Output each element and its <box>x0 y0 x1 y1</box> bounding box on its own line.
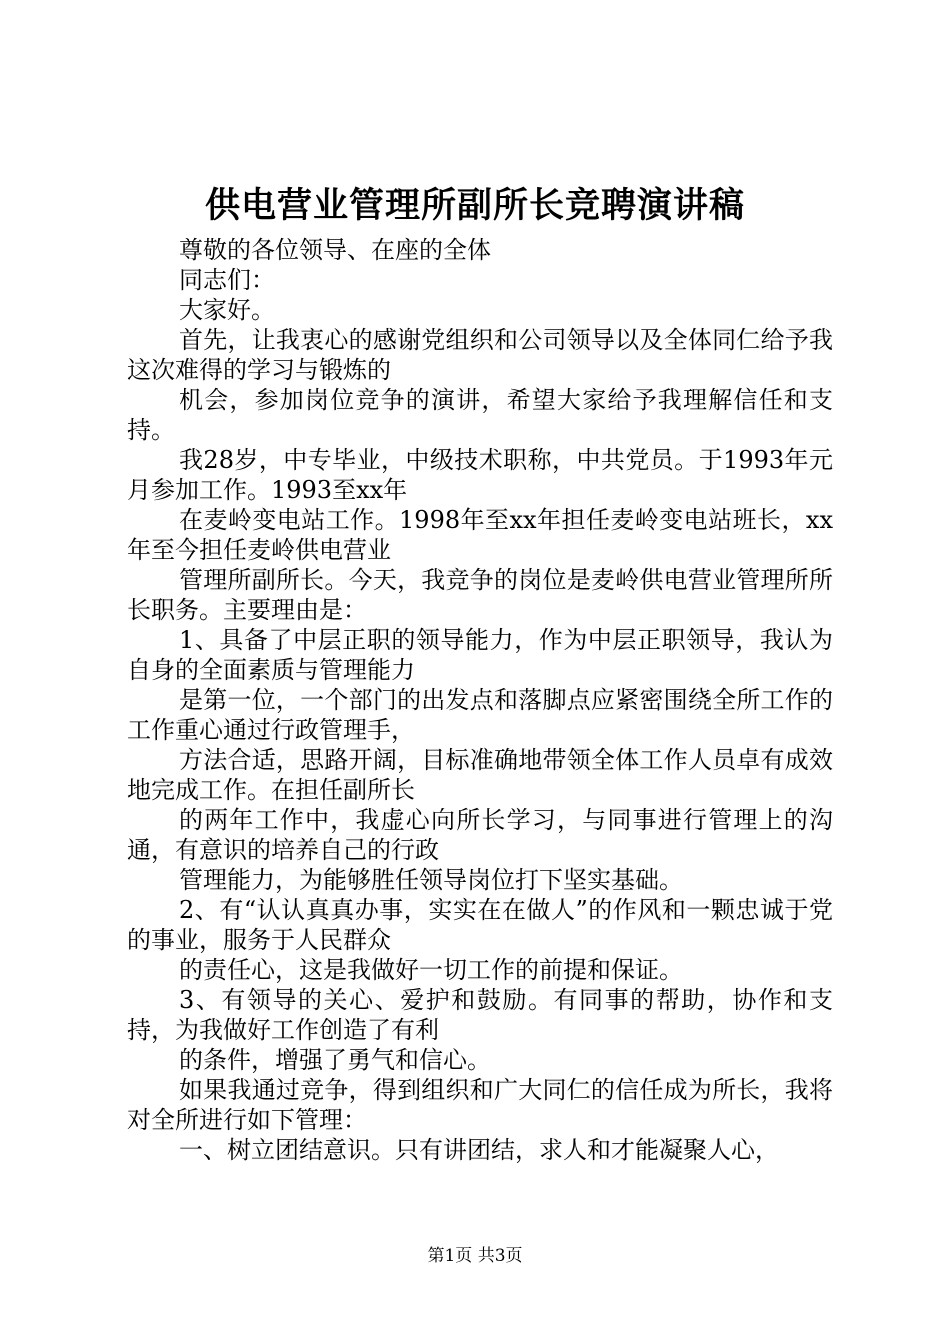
paragraph: 如果我通过竞争，得到组织和广大同仁的信任成为所长，我将对全所进行如下管理： <box>127 1076 833 1134</box>
paragraph: 1、具备了中层正职的领导能力，作为中层正职领导，我认为自身的全面素质与管理能力 <box>127 626 833 684</box>
paragraph: 2、有“认认真真办事，实实在在做人”的作风和一颗忠诚于党的事业，服务于人民群众 <box>127 896 833 954</box>
document-title: 供电营业管理所副所长竞聘演讲稿 <box>204 185 745 226</box>
document-body <box>127 235 833 1165</box>
paragraph: 管理能力，为能够胜任领导岗位打下坚实基础。 <box>179 866 683 894</box>
paragraph: 在麦岭变电站工作。1998年至xx年担任麦岭变电站班长，xx年至今担任麦岭供电营业 <box>127 506 833 564</box>
paragraph: 的责任心，这是我做好一切工作的前提和保证。 <box>179 956 683 984</box>
paragraph: 管理所副所长。今天，我竞争的岗位是麦岭供电营业管理所所长职务。主要理由是： <box>127 566 833 624</box>
paragraph: 方法合适，思路开阔，目标准确地带领全体工作人员卓有成效地完成工作。在担任副所长 <box>127 746 833 804</box>
page-number-footer: 第1页 共3页 <box>427 1246 523 1266</box>
paragraph: 一、树立团结意识。只有讲团结，求人和才能凝聚人心， <box>179 1136 779 1164</box>
paragraph: 首先，让我衷心的感谢党组织和公司领导以及全体同仁给予我这次难得的学习与锻炼的 <box>127 326 833 384</box>
paragraph: 的条件，增强了勇气和信心。 <box>179 1046 491 1074</box>
paragraph: 机会，参加岗位竞争的演讲，希望大家给予我理解信任和支持。 <box>127 386 833 444</box>
paragraph: 大家好。 <box>179 296 275 324</box>
paragraph: 同志们： <box>179 266 275 294</box>
paragraph: 是第一位，一个部门的出发点和落脚点应紧密围绕全所工作的工作重心通过行政管理手， <box>127 686 833 744</box>
paragraph: 我28岁，中专毕业，中级技术职称，中共党员。于1993年元月参加工作。1993至xx年 <box>127 446 833 504</box>
paragraph: 尊敬的各位领导、在座的全体 <box>179 236 491 264</box>
paragraph: 3、有领导的关心、爱护和鼓励。有同事的帮助，协作和支持，为我做好工作创造了有利 <box>127 986 833 1044</box>
paragraph: 的两年工作中，我虚心向所长学习，与同事进行管理上的沟通，有意识的培养自己的行政 <box>127 806 833 864</box>
